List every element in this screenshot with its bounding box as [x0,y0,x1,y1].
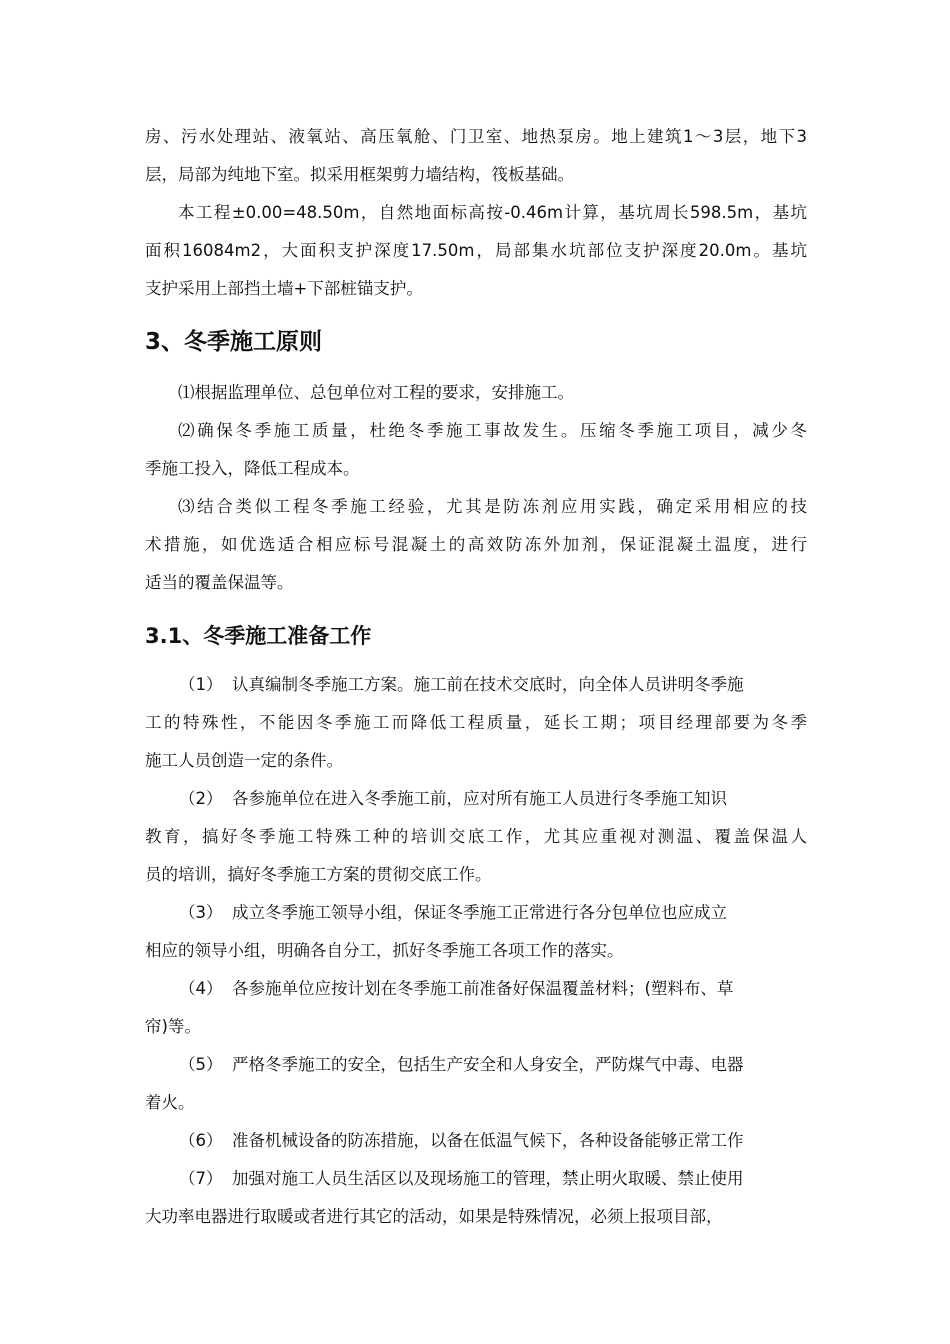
item-text: 加强对施工人员生活区以及现场施工的管理，禁止明火取暖、禁止使用 [232,1169,744,1188]
item-number: （4） [179,979,223,998]
prep-item-4 [145,970,807,1046]
item-number: （2） [179,789,223,808]
text-line: 支护采用上部挡土墙+下部桩锚支护。 [145,279,423,298]
text-line: 季施工投入，降低工程成本。 [145,459,360,478]
principle-item-3 [145,488,807,602]
item-number: （3） [179,903,223,922]
prep-item-1 [145,666,807,780]
item-number: （7） [179,1169,223,1188]
text-line [145,1122,807,1160]
text-line: 员的培训，搞好冬季施工方案的贯彻交底工作。 [145,865,492,884]
text-line: 房、污水处理站、液氧站、高压氧舱、门卫室、地热泵房。地上建筑1～3层，地下3 [145,127,807,146]
principle-item-1 [145,374,807,412]
text-line: ⑶结合类似工程冬季施工经验，尤其是防冻剂应用实践，确定采用相应的技 [178,497,807,516]
text-line: 术措施，如优选适合相应标号混凝土的高效防冻外加剂，保证混凝土温度，进行 [145,535,807,554]
section-heading-3: 3、冬季施工原则 [145,329,323,355]
text-line: 相应的领导小组，明确各自分工，抓好冬季施工各项工作的落实。 [145,941,624,960]
text-line: 工的特殊性，不能因冬季施工而降低工程质量，延长工期；项目经理部要为冬季 [145,713,807,732]
prep-item-3 [145,894,807,970]
prep-item-2 [145,780,807,894]
text-line: 施工人员创造一定的条件。 [145,751,343,770]
text-line: 帘)等。 [145,1017,201,1036]
prep-item-7 [145,1160,807,1236]
intro-paragraph [145,118,807,194]
item-text: 各参施单位在进入冬季施工前，应对所有施工人员进行冬季施工知识 [232,789,727,808]
principle-item-2 [145,412,807,488]
text-line: 大功率电器进行取暖或者进行其它的活动，如果是特殊情况，必须上报项目部， [145,1207,723,1226]
text-line [145,970,807,1008]
text-line: 面积16084m2，大面积支护深度17.50m，局部集水坑部位支护深度20.0m。基坑 [145,241,807,260]
text-line [145,666,807,704]
item-text: 准备机械设备的防冻措施，以备在低温气候下，各种设备能够正常工作 [232,1131,744,1150]
text-line: ⑴根据监理单位、总包单位对工程的要求，安排施工。 [178,383,574,402]
document-body [145,118,807,1236]
item-text: 认真编制冬季施工方案。施工前在技术交底时，向全体人员讲明冬季施 [232,675,744,694]
text-line: ⑵确保冬季施工质量，杜绝冬季施工事故发生。压缩冬季施工项目，减少冬 [178,421,807,440]
text-line [145,780,807,818]
text-line: 层，局部为纯地下室。拟采用框架剪力墙结构，筏板基础。 [145,165,574,184]
project-elevation-paragraph [145,194,807,308]
item-number: （6） [179,1131,223,1150]
section-heading-3-1: 3.1、冬季施工准备工作 [145,624,372,648]
text-line: 着火。 [145,1093,195,1112]
text-line [145,1160,807,1198]
text-line: 教育，搞好冬季施工特殊工种的培训交底工作，尤其应重视对测温、覆盖保温人 [145,827,807,846]
text-line [145,894,807,932]
text-line [145,1046,807,1084]
item-number: （1） [179,675,223,694]
item-text: 成立冬季施工领导小组，保证冬季施工正常进行各分包单位也应成立 [232,903,727,922]
item-text: 严格冬季施工的安全，包括生产安全和人身安全，严防煤气中毒、电器 [232,1055,744,1074]
text-line: 适当的覆盖保温等。 [145,573,294,592]
item-text: 各参施单位应按计划在冬季施工前准备好保温覆盖材料；(塑料布、草 [232,979,734,998]
item-number: （5） [179,1055,223,1074]
prep-item-6 [145,1122,807,1160]
prep-item-5 [145,1046,807,1122]
text-line: 本工程±0.00=48.50m，自然地面标高按-0.46m计算，基坑周长598.5m，基坑 [178,203,807,222]
